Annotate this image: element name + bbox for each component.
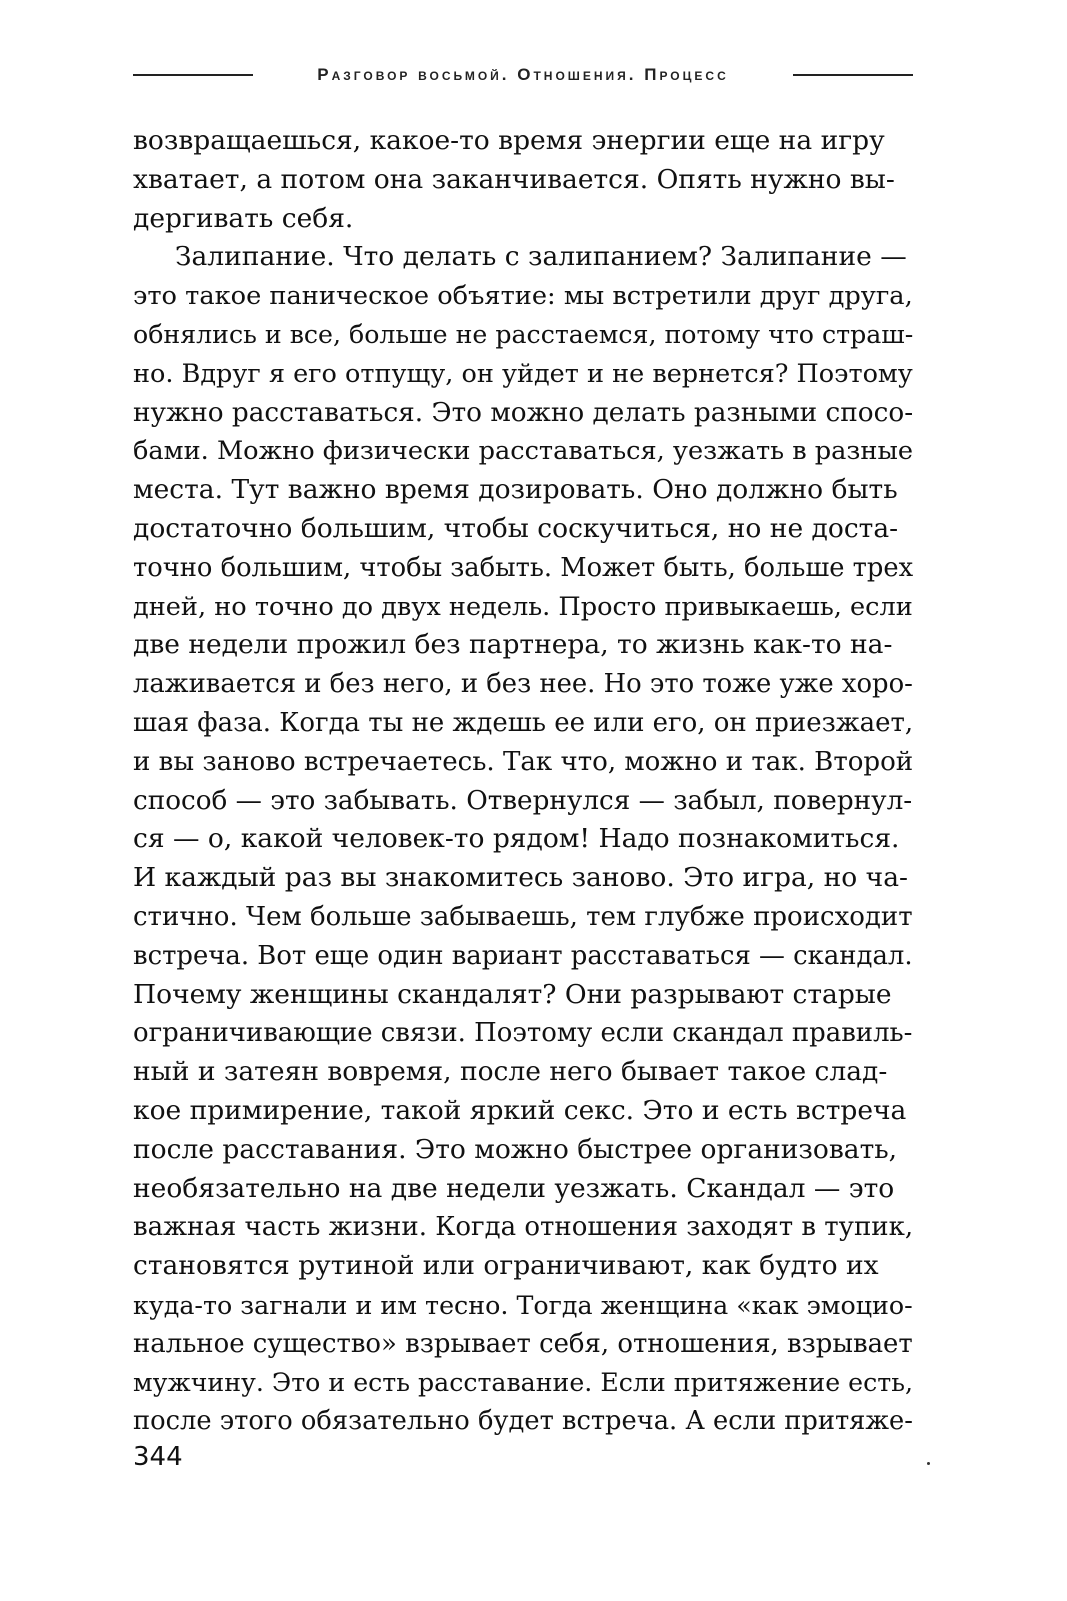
text-line: достаточно большим, чтобы соскучиться, но не доста- (133, 512, 899, 544)
text-line: бами. Можно физически расставаться, уезжать в разные (133, 436, 913, 467)
text-line: стично. Чем больше забываешь, тем глубже происходит (133, 901, 913, 932)
text-line: ный и затеян вовремя, после него бывает такое слад- (133, 1056, 888, 1088)
text-line: но. Вдруг я его отпущу, он уйдет и не вернется? Поэтому (133, 358, 913, 389)
text-line: дней, но точно до двух недель. Просто привыкаешь, если (133, 591, 913, 622)
text-line: ограничивающие связи. Поэтому если скандал правиль- (133, 1018, 913, 1049)
text-line: ся — о, какой человек-то рядом! Надо познакомиться. (133, 823, 900, 855)
running-head-rule-left (133, 74, 253, 76)
text-line: кое примирение, такой яркий секс. Это и есть встреча (133, 1094, 907, 1126)
text-line: необязательно на две недели уезжать. Скандал — это (133, 1172, 895, 1204)
text-line: нальное существо» взрывает себя, отношения, взрывает (133, 1328, 913, 1359)
paragraph-first-line: Залипание. Что делать с залипанием? Залипание — (175, 241, 907, 273)
text-line: способ — это забывать. Отвернулся — забыл, повернул- (133, 785, 913, 816)
text-line: лаживается и без него, и без нее. Но это тоже уже хоро- (133, 669, 913, 700)
running-head (133, 62, 913, 88)
text-line: после расставания. Это можно быстрее организовать, (133, 1133, 898, 1165)
text-line: и вы заново встречаетесь. Так что, можно и так. Второй (133, 746, 914, 777)
text-line: это такое паническое объятие: мы встретили друг друга, (133, 281, 913, 312)
running-head-title: Разговор восьмой. Отношения. Процесс (317, 65, 729, 84)
print-speck (927, 1462, 930, 1465)
text-line: важная часть жизни. Когда отношения заходят в тупик, (133, 1212, 914, 1243)
running-head-rule-right (793, 74, 913, 76)
text-line: нужно расставаться. Это можно делать разными спосо- (133, 397, 914, 428)
text-line: после этого обязательно будет встреча. А если притяже- (133, 1406, 913, 1437)
text-line: И каждый раз вы знакомитесь заново. Это игра, но ча- (133, 862, 908, 894)
text-line: возвращаешься, какое-то время энергии еще на игру (133, 125, 885, 156)
text-line: точно большим, чтобы забыть. Может быть, больше трех (133, 552, 914, 583)
body-text (133, 122, 913, 1441)
text-line: дергивать себя. (133, 202, 354, 234)
text-line: встреча. Вот еще один вариант расставаться — скандал. (133, 940, 913, 971)
text-line: мужчину. Это и есть расставание. Если притяжение есть, (133, 1367, 913, 1397)
text-line: становятся рутиной или ограничивают, как будто их (133, 1250, 879, 1282)
text-line: хватает, а потом она заканчивается. Опять нужно вы- (133, 163, 895, 195)
page-number: 344 (133, 1442, 183, 1472)
text-line: обнялись и все, больше не расстаемся, потому что страш- (133, 319, 914, 349)
text-line: места. Тут важно время дозировать. Оно должно быть (133, 474, 898, 506)
text-line: Почему женщины скандалят? Они разрывают старые (133, 978, 892, 1010)
text-line: две недели прожил без партнера, то жизнь как-то на- (133, 629, 893, 661)
text-line: шая фаза. Когда ты не ждешь ее или его, он приезжает, (133, 707, 914, 738)
text-line: куда-то загнали и им тесно. Тогда женщина «как эмоцио- (133, 1289, 913, 1320)
